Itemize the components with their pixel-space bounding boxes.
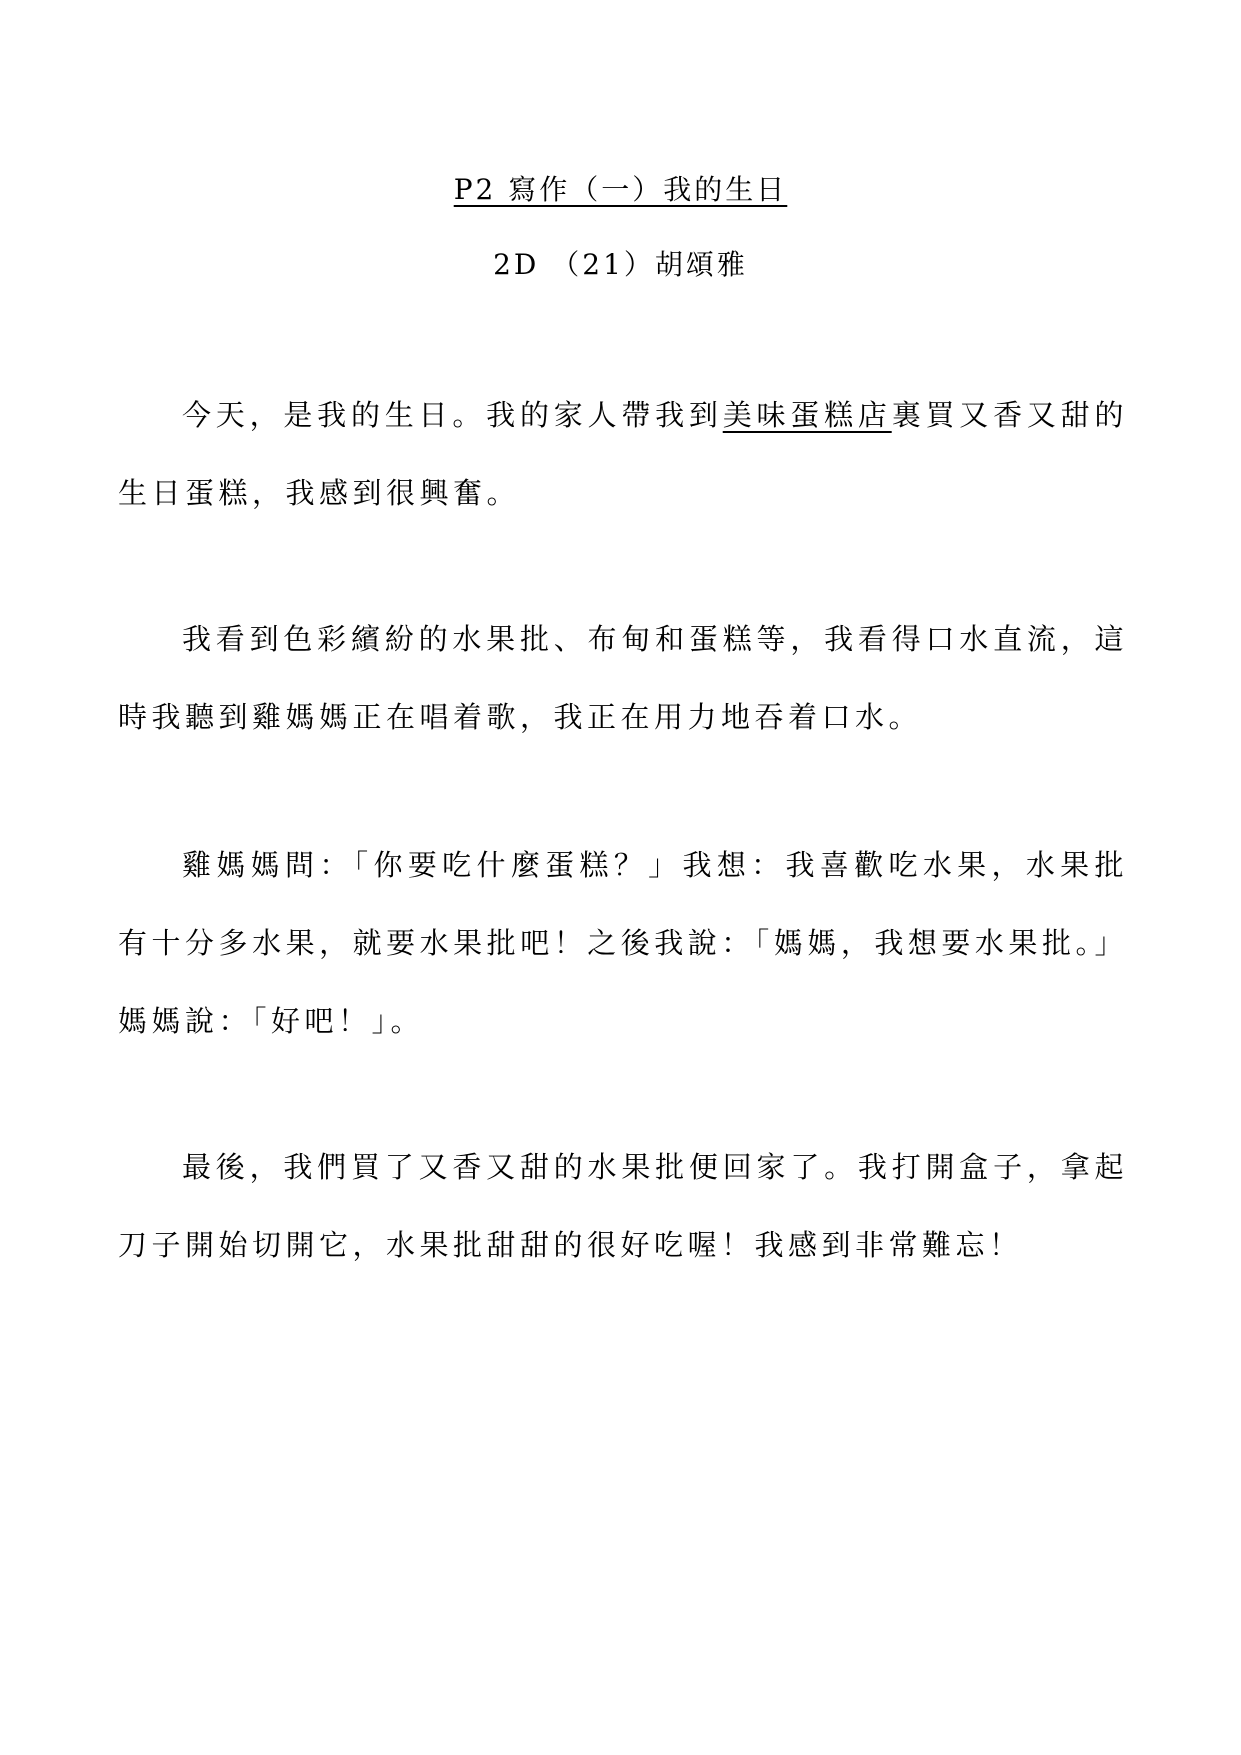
author-line: 2D （21）胡頌雅 <box>493 248 748 281</box>
shop-name: 美味蛋糕店 <box>722 398 892 432</box>
paragraph-3: 雞媽媽問：「你要吃什麼蛋糕？」我想：我喜歡吃水果，水果批有十分多水果，就要水果批吧！之後我說：「媽媽，我想要水果批。」媽媽說：「好吧！」。 <box>118 848 1128 1038</box>
paragraph-1-after: 裏買又香又甜的生日蛋糕，我感到很興奮。 <box>118 398 1128 510</box>
paragraph-1-before: 今天，是我的生日。我的家人帶我到 <box>182 398 723 432</box>
paragraph-4: 最後，我們買了又香又甜的水果批便回家了。我打開盒子，拿起刀子開始切開它，水果批甜甜的很好吃喔！我感到非常難忘！ <box>118 1150 1128 1262</box>
title-text: P2 寫作（一）我的生日 <box>453 173 788 206</box>
paragraph-2: 我看到色彩繽紛的水果批、布甸和蛋糕等，我看得口水直流，這時我聽到雞媽媽正在唱着歌，我正在用力地吞着口水。 <box>118 622 1128 734</box>
document-title <box>0 170 1241 210</box>
paragraph-1 <box>118 376 1128 532</box>
